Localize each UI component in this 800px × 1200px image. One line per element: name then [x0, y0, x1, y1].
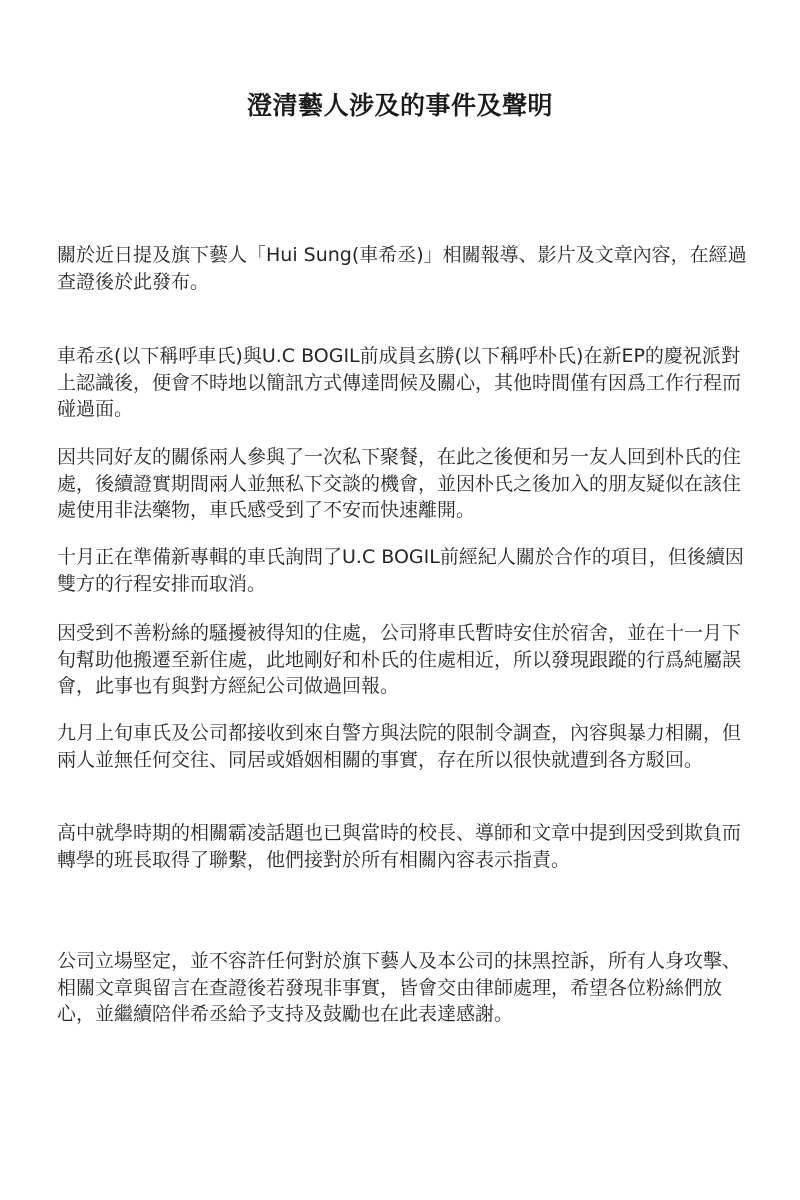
paragraph-dinner: 因共同好友的關係兩人參與了一次私下聚餐，在此之後便和另一友人回到朴氏的住處，後續證實期間兩人並無私下交談的機會，並因朴氏之後加入的朋友疑似在該住處使用非法藥物，車氏感受到了不安而快速離開。: [57, 446, 742, 521]
paragraph-collaboration: 十月正在準備新專輯的車氏詢問了U.C BOGIL前經紀人關於合作的項目，但後續因雙方的行程安排而取消。: [57, 546, 744, 595]
paragraph-restraining-order: 九月上旬車氏及公司都接收到來自警方與法院的限制令調查，內容與暴力相關，但兩人並無任何交往、同居或婚姻相關的事實，存在所以很快就遭到各方駁回。: [57, 722, 742, 771]
paragraph-company-stance: 公司立場堅定，並不容許任何對於旗下藝人及本公司的抹黑控訴，所有人身攻擊、相關文章與留言在查證後若發現非事實，皆會交由律師處理，希望各位粉絲們放心，並繼續陪伴希丞給予支持及鼓勵也在此表達感謝。: [57, 950, 742, 1025]
paragraph-bullying: 高中就學時期的相關霸凌話題也已與當時的校長、導師和文章中提到因受到欺負而轉學的班長取得了聯繫，他們接對於所有相關內容表示指責。: [57, 822, 742, 871]
paragraph-residence: 因受到不善粉絲的騷擾被得知的住處，公司將車氏暫時安住於宿舍，並在十一月下旬幫助他搬遷至新住處，此地剛好和朴氏的住處相近，所以發現跟蹤的行爲純屬誤會，此事也有與對方經紀公司做過回報。: [57, 622, 742, 697]
paragraph-acquaintance: 車希丞(以下稱呼車氏)與U.C BOGIL前成員玄勝(以下稱呼朴氏)在新EP的慶祝派對上認識後，便會不時地以簡訊方式傳達問候及關心，其他時間僅有因爲工作行程而碰過面。: [57, 345, 742, 420]
page-title: 澄清藝人涉及的事件及聲明: [246, 91, 553, 120]
paragraph-intro: 關於近日提及旗下藝人「Hui Sung(車希丞)」相關報導、影片及文章內容，在經過查證後於此發布。: [57, 244, 747, 293]
